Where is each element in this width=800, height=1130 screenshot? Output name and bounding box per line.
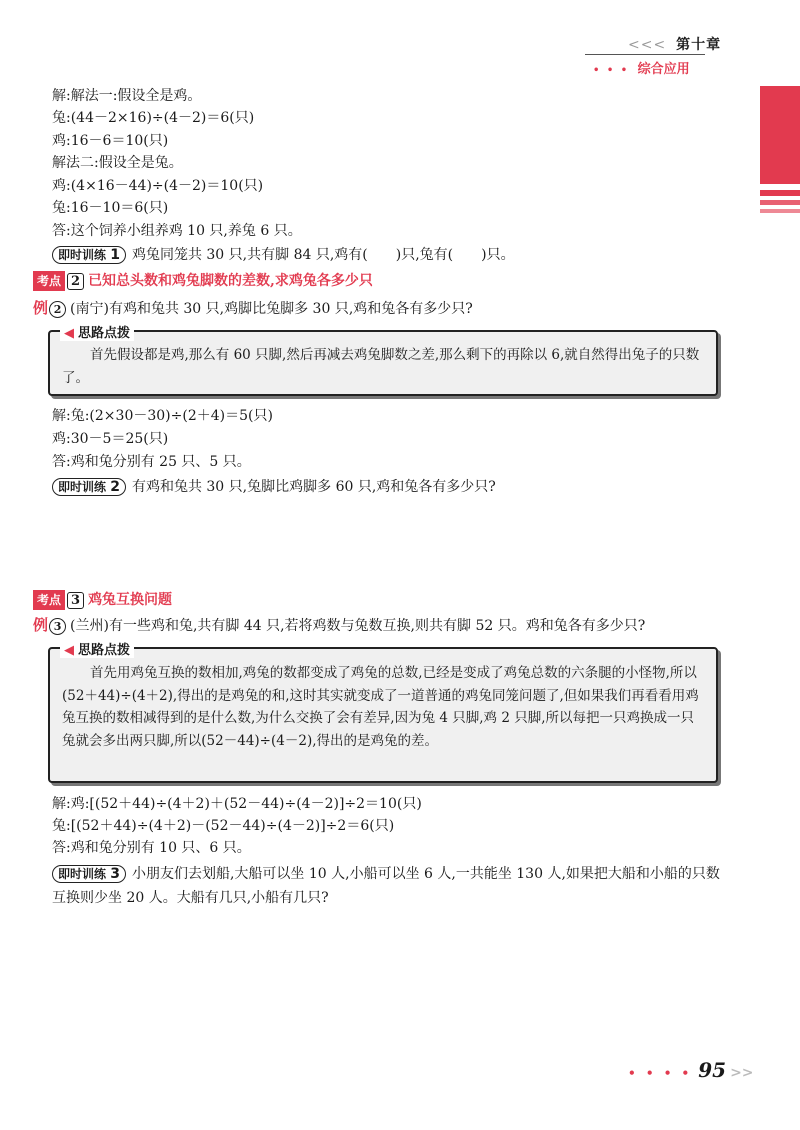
solution-line: 兔:(44－2×16)÷(4－2)＝6(只) xyxy=(52,110,255,126)
hint-text: 首先假设都是鸡,那么有 60 只脚,然后再减去鸡兔脚数之差,那么剩下的再除以 6,就自然得出兔子的只数了。 xyxy=(62,347,700,386)
example-text: (南宁)有鸡和兔共 30 只,鸡脚比兔脚多 30 只,鸡和兔各有多少只? xyxy=(70,301,473,317)
answer-line: 答:鸡和兔分别有 10 只、6 只。 xyxy=(52,840,251,856)
pencil-icon: ◀ xyxy=(64,643,74,658)
key-point-3 xyxy=(33,590,172,610)
page-number: 95 xyxy=(698,1058,727,1082)
hint-title: ◀ 思路点拨 xyxy=(60,322,134,341)
chapter-subtitle: 综合应用 xyxy=(637,62,690,77)
hint-text: 首先用鸡兔互换的数相加,鸡兔的数都变成了鸡兔的总数,已经是变成了鸡兔总数的六条腿的小怪物,所以(52＋44)÷(4＋2),得出的是鸡兔的和,这时其实就变成了一道普通的鸡兔同笼问题了,但如果我们再看看用鸡兔互换的数相减得到的是什么数,为什么交换了会有差异,因为兔 4 只脚,鸡 2 只脚,所以每把一只鸡换成一只兔就会多出两只脚,所以(52－44)÷(4－2),得出的是鸡兔的差。 xyxy=(62,665,699,749)
solution-line: 解:鸡:[(52＋44)÷(4＋2)＋(52－44)÷(4－2)]÷2＝10(只) xyxy=(52,796,422,812)
example-tag: 例 xyxy=(33,616,49,634)
header-arrows: <<< xyxy=(628,37,667,53)
practice-badge: 即时训练 2 xyxy=(52,478,126,496)
key-point-title: 已知总头数和鸡兔脚数的差数,求鸡兔各多少只 xyxy=(88,273,373,289)
side-tab-stripe xyxy=(760,209,800,213)
example-number: 2 xyxy=(49,301,66,318)
header-dots: • • • xyxy=(593,65,630,76)
example-number: 3 xyxy=(49,618,66,635)
solution-line: 兔:[(52＋44)÷(4＋2)－(52－44)÷(4－2)]÷2＝6(只) xyxy=(52,818,395,834)
chapter-subtitle-row xyxy=(593,58,690,77)
key-point-tag: 考点 xyxy=(33,271,65,291)
solution-line: 鸡:16－6＝10(只) xyxy=(52,133,169,149)
footer-arrows: >> xyxy=(730,1065,754,1081)
pencil-icon: ◀ xyxy=(64,326,74,341)
key-point-tag: 考点 xyxy=(33,590,65,610)
solution-line: 解法二:假设全是兔。 xyxy=(52,155,183,171)
chapter-title: 第十章 xyxy=(676,37,722,53)
practice-3 xyxy=(52,862,732,910)
side-tab-main xyxy=(760,86,800,184)
example-2 xyxy=(33,298,473,319)
solution-line: 解:解法一:假设全是鸡。 xyxy=(52,88,202,104)
practice-text: 有鸡和兔共 30 只,兔脚比鸡脚多 60 只,鸡和兔各有多少只? xyxy=(131,479,496,495)
solution-line: 鸡:(4×16－44)÷(4－2)＝10(只) xyxy=(52,178,264,194)
side-tab-stripe xyxy=(760,200,800,205)
practice-1 xyxy=(52,245,515,265)
key-point-number: 2 xyxy=(67,273,84,290)
solution-line: 鸡:30－5＝25(只) xyxy=(52,431,169,447)
example-3 xyxy=(33,615,645,636)
practice-badge: 即时训练 3 xyxy=(52,865,126,883)
example-text: (兰州)有一些鸡和兔,共有脚 44 只,若将鸡数与兔数互换,则共有脚 52 只。鸡和兔各有多少只? xyxy=(70,618,646,634)
hint-title: ◀ 思路点拨 xyxy=(60,639,134,658)
page-footer xyxy=(628,1058,754,1082)
practice-2 xyxy=(52,477,496,497)
practice-text: 小朋友们去划船,大船可以坐 10 人,小船可以坐 6 人,一共能坐 130 人,如果把大船和小船的只数互换则少坐 20 人。大船有几只,小船有几只? xyxy=(52,866,720,906)
header-divider xyxy=(585,54,705,55)
key-point-2 xyxy=(33,271,373,291)
answer-line: 答:这个饲养小组养鸡 10 只,养兔 6 只。 xyxy=(52,223,302,239)
solution-line: 兔:16－10＝6(只) xyxy=(52,200,169,216)
footer-dots: • • • • xyxy=(628,1066,693,1080)
solution-line: 解:兔:(2×30－30)÷(2＋4)＝5(只) xyxy=(52,408,273,424)
key-point-number: 3 xyxy=(67,592,84,609)
answer-line: 答:鸡和兔分别有 25 只、5 只。 xyxy=(52,454,251,470)
example-tag: 例 xyxy=(33,299,49,317)
practice-badge: 即时训练 1 xyxy=(52,246,126,264)
chapter-header xyxy=(628,34,721,54)
side-tab-stripe xyxy=(760,190,800,196)
practice-text: 鸡兔同笼共 30 只,共有脚 84 只,鸡有( )只,兔有( )只。 xyxy=(131,247,515,263)
key-point-title: 鸡兔互换问题 xyxy=(88,592,173,608)
